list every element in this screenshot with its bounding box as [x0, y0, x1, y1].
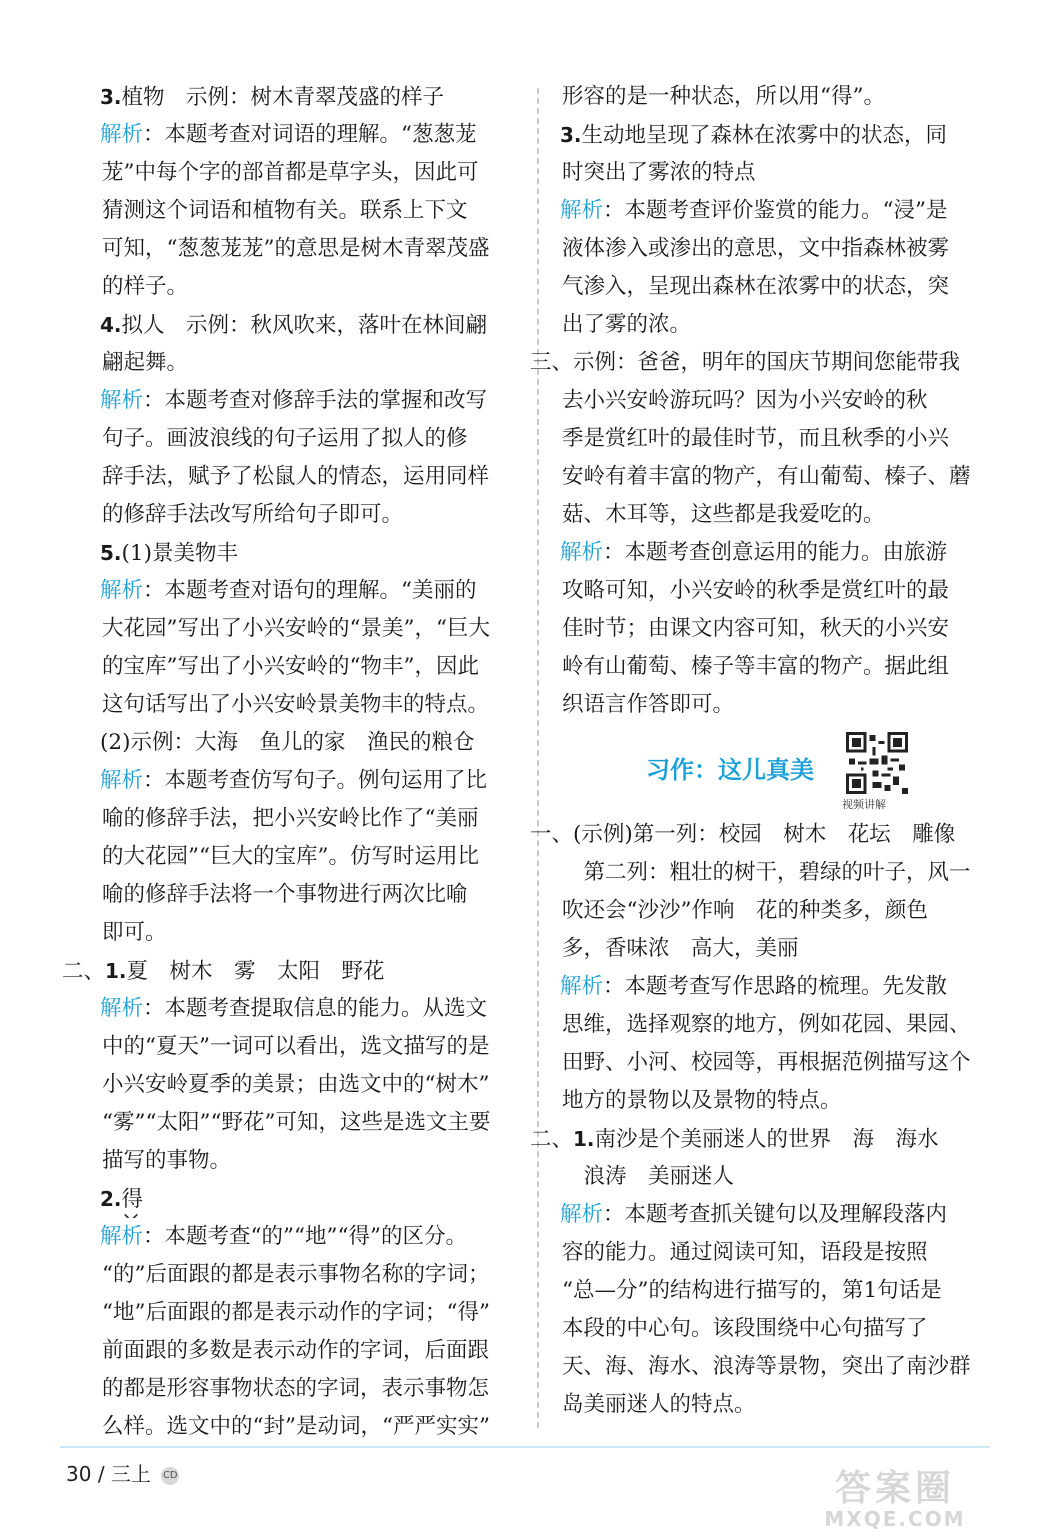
qr-code-icon[interactable] [846, 732, 908, 794]
grade-label: 三上 [110, 1462, 151, 1486]
line-text: 岭有山葡萄、榛子等丰富的物产。据此组 [562, 654, 950, 679]
line-text: 时突出了雾浓的特点 [562, 160, 756, 185]
line-text: 出了雾的浓。 [562, 312, 692, 337]
text-line [560, 968, 1000, 1006]
text-line [100, 1066, 515, 1104]
text-line [560, 496, 1000, 534]
line-text: 吹还会“沙沙”作响 花的种类多，颜色 [562, 898, 928, 923]
edition-badge: CD [161, 1467, 179, 1485]
line-text: 第二列：粗壮的树干，碧绿的叶子，风一 [562, 860, 971, 885]
line-text: 南沙是个美丽迷人的世界 海 海水 [594, 1127, 939, 1152]
line-text: 茏”中每个字的部首都是草字头，因此可 [102, 160, 479, 185]
text-line [560, 1082, 1000, 1120]
section-marker: 二、 [62, 959, 106, 984]
line-text: 夏 树木 雾 太阳 野花 [126, 959, 385, 984]
line-text: 得 [122, 1181, 144, 1218]
line-text: 佳时节；由课文内容可知，秋天的小兴安 [562, 616, 950, 641]
line-text: 小兴安岭夏季的美景；由选文中的“树木” [102, 1072, 490, 1097]
page-number: 30 [66, 1462, 92, 1486]
text-line [560, 854, 1000, 892]
section-marker: 二、 [530, 1127, 574, 1152]
text-line [560, 1044, 1000, 1082]
line-text: 生动地呈现了森林在浓雾中的状态，同 [581, 123, 948, 148]
line-text: 形容的是一种状态，所以用“得”。 [562, 84, 885, 109]
watermark [780, 1470, 1010, 1530]
analysis-label: 解析 [100, 122, 144, 147]
line-text: 句子。画波浪线的句子运用了拟人的修 [102, 426, 468, 451]
line-text: 织语言作答即可。 [562, 692, 735, 717]
line-text: 攻略可知，小兴安岭的秋季是赏红叶的最 [562, 578, 950, 603]
line-text: 安岭有着丰富的物产，有山葡萄、榛子、蘑 [562, 464, 971, 489]
text-line [560, 420, 1000, 458]
text-line [100, 1332, 515, 1370]
left-column [62, 78, 515, 1446]
text-line [100, 876, 515, 914]
text-line [100, 1218, 515, 1256]
line-text: 喻的修辞手法，把小兴安岭比作了“美丽 [102, 806, 479, 831]
line-text: 即可。 [102, 920, 167, 945]
text-line [560, 1272, 1000, 1310]
text-line [100, 838, 515, 876]
video-label: 视频讲解 [842, 798, 886, 811]
text-line [100, 534, 515, 572]
section-marker: 三、 [530, 350, 574, 375]
line-text: 季是赏红叶的最佳时节，而且秋季的小兴 [562, 426, 950, 451]
line-text: 大花园”写出了小兴安岭的“景美”，“巨大 [102, 616, 490, 641]
text-line [560, 306, 1000, 344]
footer-separator: / [97, 1462, 105, 1486]
text-line [560, 268, 1000, 306]
text-line [100, 686, 515, 724]
analysis-label: 解析 [560, 540, 604, 565]
text-line [62, 952, 515, 990]
text-line [100, 78, 515, 116]
line-text: ：本题考查写作思路的梳理。先发散 [603, 974, 948, 999]
line-text: 去小兴安岭游玩吗？因为小兴安岭的秋 [562, 388, 928, 413]
line-text: ：本题考查“的”“地”“得”的区分。 [143, 1224, 467, 1249]
line-text: 的都是形容事物状态的字词，表示事物怎 [102, 1376, 490, 1401]
line-text: ：本题考查对词语的理解。“葱葱茏 [143, 122, 477, 147]
line-text: (示例)第一列：校园 树木 花坛 雕像 [573, 822, 956, 847]
text-line [560, 1234, 1000, 1272]
text-line [560, 1348, 1000, 1386]
text-line [100, 648, 515, 686]
line-text: 可知，“葱葱茏茏”的意思是树木青翠茂盛 [102, 236, 490, 261]
line-text: ：本题考查提取信息的能力。从选文 [143, 996, 488, 1021]
text-line [100, 1256, 515, 1294]
section-marker: 一、 [530, 822, 574, 847]
text-line [100, 990, 515, 1028]
text-line [530, 816, 1000, 854]
watermark-line2: MXQE.COM [824, 1507, 966, 1531]
line-text: ：本题考查对修辞手法的掌握和改写 [143, 388, 488, 413]
line-text: (2)示例：大海 鱼儿的家 渔民的粮仓 [100, 730, 475, 755]
analysis-label: 解析 [100, 578, 144, 603]
text-line [100, 458, 515, 496]
line-text: 的大花园”“巨大的宝库”。仿写时运用比 [102, 844, 479, 869]
item-number: 3. [560, 123, 582, 147]
line-text: ：本题考查创意运用的能力。由旅游 [603, 540, 948, 565]
watermark-line1: 答案圈 [834, 1468, 955, 1509]
line-text: 天、海、海水、浪涛等景物，突出了南沙群 [562, 1354, 971, 1379]
text-line [100, 230, 515, 268]
text-line [100, 306, 515, 344]
text-line [100, 1104, 515, 1142]
text-line [560, 1196, 1000, 1234]
text-line [560, 382, 1000, 420]
analysis-label: 解析 [100, 1224, 144, 1249]
text-line [100, 1294, 515, 1332]
section-heading [560, 730, 1000, 814]
line-text: 的修辞手法改写所给句子即可。 [102, 502, 404, 527]
text-line [560, 610, 1000, 648]
line-text: 气渗入，呈现出森林在浓雾中的状态，突 [562, 274, 950, 299]
text-line [560, 1158, 1000, 1196]
text-line [560, 154, 1000, 192]
text-line [560, 892, 1000, 930]
text-line [100, 382, 515, 420]
analysis-label: 解析 [560, 974, 604, 999]
text-line [560, 192, 1000, 230]
line-text: 思维，选择观察的地方，例如花园、果园、 [562, 1012, 971, 1037]
line-text: 本段的中心句。该段围绕中心句描写了 [562, 1316, 928, 1341]
text-line [560, 572, 1000, 610]
text-line [100, 724, 515, 762]
text-line [100, 1028, 515, 1066]
text-line [100, 192, 515, 230]
analysis-label: 解析 [560, 198, 604, 223]
line-text: “的”后面跟的都是表示事物名称的字词； [102, 1262, 490, 1287]
text-line [560, 686, 1000, 724]
item-number: 5. [100, 541, 122, 565]
right-column-bottom [530, 816, 1000, 1424]
line-text: 辞手法，赋予了松鼠人的情态，运用同样 [102, 464, 490, 489]
line-text: ：本题考查对语句的理解。“美丽的 [143, 578, 477, 603]
text-line [560, 1310, 1000, 1348]
line-text: (1)景美物丰 [121, 541, 238, 566]
line-text: 中的“夏天”一词可以看出，选文描写的是 [102, 1034, 490, 1059]
text-line [560, 458, 1000, 496]
line-text: ：本题考查评价鉴赏的能力。“浸”是 [603, 198, 948, 223]
text-line [100, 116, 515, 154]
text-line [100, 914, 515, 952]
text-line [100, 572, 515, 610]
footer [66, 1458, 179, 1487]
item-number: 2. [100, 1187, 122, 1211]
line-text: “总—分”的结构进行描写的，第1句话是 [562, 1278, 942, 1303]
line-text: 岛美丽迷人的特点。 [562, 1392, 756, 1417]
text-line [100, 610, 515, 648]
text-line [100, 1142, 515, 1180]
line-text: 植物 示例：树木青翠茂盛的样子 [121, 85, 445, 110]
text-line [100, 1180, 515, 1218]
analysis-label: 解析 [100, 388, 144, 413]
section-title: 习作：这儿真美 [646, 756, 814, 784]
text-line [100, 1370, 515, 1408]
text-line [560, 648, 1000, 686]
text-line [100, 154, 515, 192]
text-line [100, 496, 515, 534]
text-line [100, 762, 515, 800]
text-line [560, 1006, 1000, 1044]
text-line [560, 116, 1000, 154]
item-number: 4. [100, 313, 122, 337]
analysis-label: 解析 [100, 996, 144, 1021]
text-line [560, 930, 1000, 968]
line-text: 的样子。 [102, 274, 189, 299]
right-column-top [530, 78, 1000, 724]
text-line [560, 230, 1000, 268]
line-text: 容的能力。通过阅读可知，语段是按照 [562, 1240, 928, 1265]
line-text: 的宝库”写出了小兴安岭的“物丰”，因此 [102, 654, 479, 679]
line-text: 地方的景物以及景物的特点。 [562, 1088, 842, 1113]
right-column [530, 78, 1000, 1424]
line-text: ：本题考查仿写句子。例句运用了比 [143, 768, 488, 793]
text-line [100, 800, 515, 838]
text-line [100, 1408, 515, 1446]
line-text: 示例：爸爸，明年的国庆节期间您能带我 [573, 350, 961, 375]
line-text: 浪涛 美丽迷人 [562, 1164, 735, 1189]
line-text: 么样。选文中的“封”是动词，“严严实实” [102, 1414, 490, 1439]
item-number: 1. [105, 959, 127, 983]
line-text: 多，香味浓 高大，美丽 [562, 936, 799, 961]
text-line [560, 78, 1000, 116]
line-text: 菇、木耳等，这些都是我爱吃的。 [562, 502, 885, 527]
text-line [530, 1120, 1000, 1158]
line-text: 前面跟的多数是表示动作的字词，后面跟 [102, 1338, 490, 1363]
text-line [560, 1386, 1000, 1424]
line-text: 田野、小河、校园等，再根据范例描写这个 [562, 1050, 971, 1075]
item-number: 3. [100, 85, 122, 109]
analysis-label: 解析 [100, 768, 144, 793]
line-text: 拟人 示例：秋风吹来，落叶在林间翩 [121, 313, 488, 338]
line-text: “地”后面跟的都是表示动作的字词；“得” [102, 1300, 490, 1325]
line-text: 喻的修辞手法将一个事物进行两次比喻 [102, 882, 468, 907]
text-line [530, 344, 1000, 382]
line-text: 这句话写出了小兴安岭景美物丰的特点。 [102, 692, 490, 717]
line-text: 翩起舞。 [102, 350, 189, 375]
text-line [100, 344, 515, 382]
column-divider [537, 88, 539, 1428]
line-text: 描写的事物。 [102, 1148, 232, 1173]
text-line [100, 268, 515, 306]
text-line [560, 534, 1000, 572]
footer-rule [60, 1446, 990, 1448]
line-text: 液体渗入或渗出的意思，文中指森林被雾 [562, 236, 950, 261]
analysis-label: 解析 [560, 1202, 604, 1227]
item-number: 1. [573, 1127, 595, 1151]
line-text: 猜测这个词语和植物有关。联系上下文 [102, 198, 468, 223]
line-text: ：本题考查抓关键句以及理解段落内 [603, 1202, 948, 1227]
text-line [100, 420, 515, 458]
line-text: “雾”“太阳”“野花”可知，这些是选文主要 [102, 1110, 491, 1135]
